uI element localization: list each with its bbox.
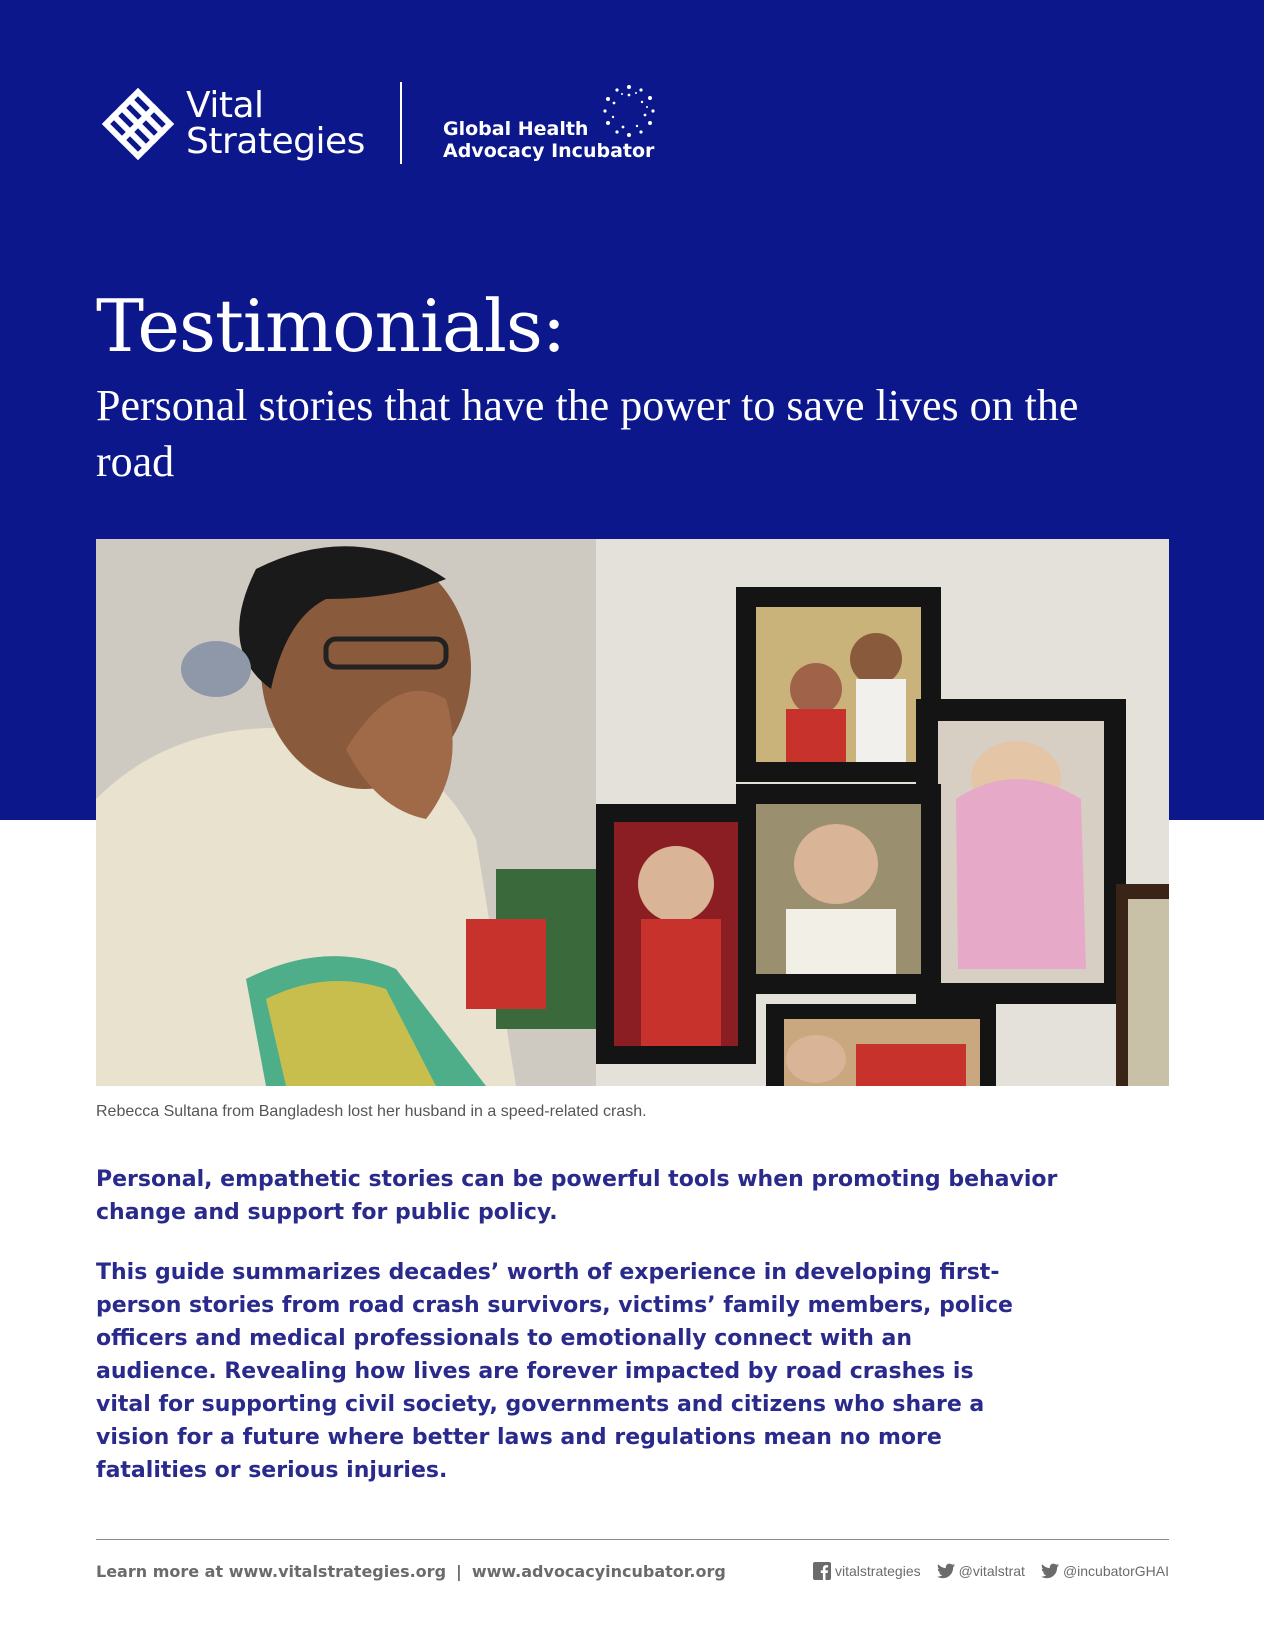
ghai-wordmark bbox=[443, 118, 654, 162]
photo-caption: Rebecca Sultana from Bangladesh lost her husband in a speed-related crash. bbox=[96, 1103, 647, 1120]
lead-paragraph: Personal, empathetic stories can be powerful tools when promoting behavior change and support for public policy. bbox=[96, 1167, 1058, 1225]
vital-strategies-logo bbox=[96, 82, 365, 166]
facebook-handle: vitalstrategies bbox=[835, 1563, 921, 1579]
facebook-icon bbox=[813, 1562, 831, 1580]
vital-strategies-line1: Vital bbox=[186, 85, 264, 126]
footer-separator: | bbox=[456, 1562, 462, 1581]
page-subtitle: Personal stories that have the power to save lives on the road bbox=[96, 381, 1079, 486]
photo-illustration bbox=[96, 539, 1169, 1086]
body-paragraph: This guide summarizes decades’ worth of experience in developing first-person stories from road crash survivors, victims’ family members, police officers and medical professionals to emotionally connect with an audience. Revealing how lives are forever impacted by road crashes is vital for supporting civil society, governments and citizens who share a vision for a future where better laws and regulations mean no more fatalities or serious injuries. bbox=[96, 1260, 1013, 1483]
twitter-icon bbox=[937, 1562, 955, 1580]
logo-divider bbox=[400, 82, 402, 164]
footer-social bbox=[797, 1561, 1169, 1581]
social-twitter-incubator[interactable] bbox=[1041, 1561, 1169, 1581]
vital-strategies-line2: Strategies bbox=[186, 121, 365, 162]
footer-divider bbox=[96, 1539, 1169, 1540]
vital-strategies-wordmark bbox=[186, 85, 365, 162]
twitter-handle-incubator: @incubatorGHAI bbox=[1062, 1563, 1169, 1579]
twitter-handle-vitalstrat: @vitalstrat bbox=[958, 1563, 1025, 1579]
social-facebook[interactable] bbox=[813, 1561, 921, 1581]
footer-links bbox=[96, 1561, 726, 1583]
ghai-line2: Advocacy Incubator bbox=[443, 140, 655, 162]
ghai-line1: Global Health bbox=[443, 118, 589, 140]
page-title: Testimonials: bbox=[96, 284, 566, 368]
social-twitter-vitalstrat[interactable] bbox=[937, 1561, 1025, 1581]
ghai-logo bbox=[443, 82, 683, 166]
vital-strategies-mark-icon bbox=[96, 82, 180, 166]
incubator-link[interactable]: www.advocacyincubator.org bbox=[471, 1562, 726, 1581]
hero-photo bbox=[96, 539, 1169, 1086]
learn-more-link[interactable]: Learn more at www.vitalstrategies.org bbox=[96, 1562, 447, 1581]
twitter-icon bbox=[1041, 1562, 1059, 1580]
